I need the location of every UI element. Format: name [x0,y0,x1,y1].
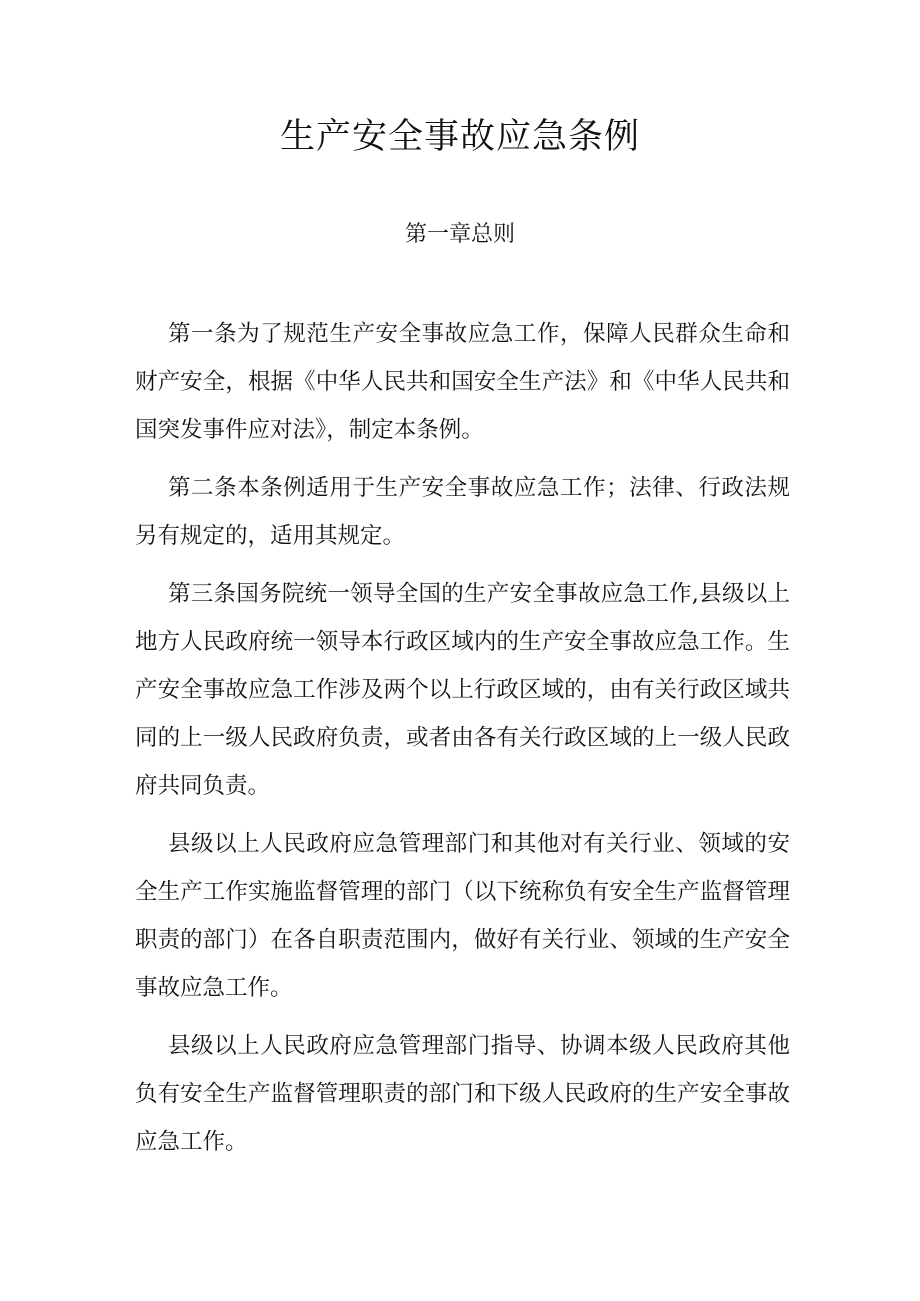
article-1-paragraph: 第一条为了规范生产安全事故应急工作，保障人民群众生命和财产安全，根据《中华人民共和国安全生产法》和《中华人民共和国突发事件应对法》，制定本条例。 [135,321,790,443]
article-3-clause-3-paragraph: 县级以上人民政府应急管理部门指导、协调本级人民政府其他负有安全生产监督管理职责的部门和下级人民政府的生产安全事故应急工作。 [135,1033,790,1155]
article-3-clause-2-paragraph: 县级以上人民政府应急管理部门和其他对有关行业、领域的安全生产工作实施监督管理的部门（以下统称负有安全生产监督管理职责的部门）在各自职责范围内，做好有关行业、领域的生产安全事故应急工作。 [135,831,790,1001]
document-title: 生产安全事故应急条例 [279,117,640,157]
chapter-heading: 第一章总则 [404,222,515,247]
article-3-paragraph: 第三条国务院统一领导全国的生产安全事故应急工作,县级以上地方人民政府统一领导本行政区域内的生产安全事故应急工作。生产安全事故应急工作涉及两个以上行政区域的，由有关行政区域共同的上一级人民政府负责，或者由各有关行政区域的上一级人民政府共同负责。 [135,581,790,799]
document-body [135,310,790,1176]
article-2-paragraph: 第二条本条例适用于生产安全事故应急工作；法律、行政法规另有规定的，适用其规定。 [135,475,790,549]
